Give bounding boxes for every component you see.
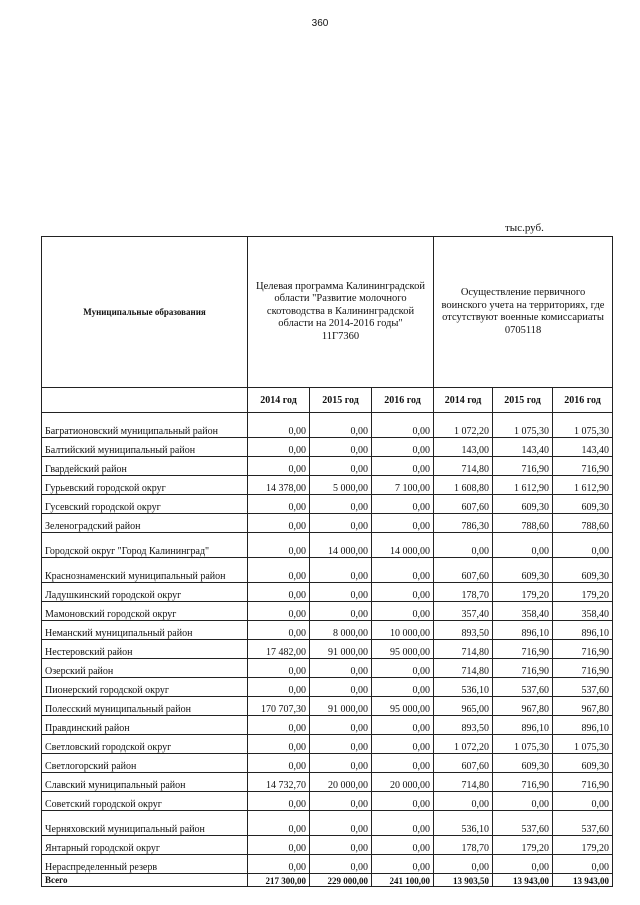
header-program-2 — [434, 237, 613, 388]
value-cell: 0,00 — [434, 855, 493, 874]
value-cell: 537,60 — [553, 678, 613, 697]
value-cell: 893,50 — [434, 621, 493, 640]
value-cell: 716,90 — [553, 457, 613, 476]
table-row — [42, 697, 613, 716]
municipality-name: Правдинский район — [42, 716, 248, 735]
value-cell: 0,00 — [248, 457, 310, 476]
municipality-name: Светловский городской округ — [42, 735, 248, 754]
table-row — [42, 495, 613, 514]
municipality-name: Мамоновский городской округ — [42, 602, 248, 621]
value-cell: 537,60 — [493, 678, 553, 697]
value-cell: 609,30 — [493, 754, 553, 773]
value-cell: 0,00 — [310, 792, 372, 811]
year-header: 2016 год — [372, 388, 434, 413]
value-cell: 0,00 — [248, 792, 310, 811]
table-row — [42, 533, 613, 558]
value-cell: 714,80 — [434, 457, 493, 476]
value-cell: 95 000,00 — [372, 640, 434, 659]
municipality-name: Неманский муниципальный район — [42, 621, 248, 640]
value-cell: 714,80 — [434, 640, 493, 659]
year-header: 2015 год — [493, 388, 553, 413]
value-cell: 14 378,00 — [248, 476, 310, 495]
value-cell: 0,00 — [310, 754, 372, 773]
value-cell: 17 482,00 — [248, 640, 310, 659]
value-cell: 536,10 — [434, 811, 493, 836]
value-cell: 0,00 — [372, 716, 434, 735]
table-row — [42, 811, 613, 836]
value-cell: 14 000,00 — [372, 533, 434, 558]
municipality-name: Черняховский муниципальный район — [42, 811, 248, 836]
value-cell: 95 000,00 — [372, 697, 434, 716]
value-cell: 0,00 — [372, 678, 434, 697]
table-row — [42, 792, 613, 811]
value-cell: 20 000,00 — [372, 773, 434, 792]
value-cell: 0,00 — [248, 558, 310, 583]
value-cell: 0,00 — [310, 558, 372, 583]
value-cell: 609,30 — [553, 754, 613, 773]
value-cell: 607,60 — [434, 495, 493, 514]
municipality-name: Городской округ "Город Калининград" — [42, 533, 248, 558]
value-cell: 788,60 — [493, 514, 553, 533]
value-cell: 0,00 — [310, 735, 372, 754]
program-1-title: Целевая программа Калининградской области "Развитие молочного скотоводства в Калининградской области на 2014-2016 годы" — [256, 280, 425, 330]
value-cell: 714,80 — [434, 659, 493, 678]
value-cell: 0,00 — [372, 558, 434, 583]
value-cell: 10 000,00 — [372, 621, 434, 640]
value-cell: 893,50 — [434, 716, 493, 735]
value-cell: 13 943,00 — [493, 874, 553, 887]
value-cell: 0,00 — [493, 855, 553, 874]
table-row — [42, 754, 613, 773]
value-cell: 0,00 — [248, 735, 310, 754]
value-cell: 0,00 — [310, 855, 372, 874]
municipality-name: Янтарный городской округ — [42, 836, 248, 855]
value-cell: 0,00 — [248, 583, 310, 602]
value-cell: 0,00 — [372, 754, 434, 773]
value-cell: 179,20 — [553, 583, 613, 602]
value-cell: 896,10 — [553, 716, 613, 735]
value-cell: 0,00 — [372, 457, 434, 476]
program-2-code: 0705118 — [504, 324, 542, 336]
value-cell: 609,30 — [493, 558, 553, 583]
value-cell: 0,00 — [310, 836, 372, 855]
municipality-name: Багратионовский муниципальный район — [42, 413, 248, 438]
value-cell: 0,00 — [372, 514, 434, 533]
table-row — [42, 678, 613, 697]
municipality-name: Ладушкинский городской округ — [42, 583, 248, 602]
municipality-name: Пионерский городской округ — [42, 678, 248, 697]
municipality-name: Гусевский городской округ — [42, 495, 248, 514]
value-cell: 536,10 — [434, 678, 493, 697]
value-cell: 716,90 — [493, 457, 553, 476]
value-cell: 0,00 — [248, 514, 310, 533]
value-cell: 0,00 — [248, 495, 310, 514]
value-cell: 179,20 — [493, 836, 553, 855]
value-cell: 229 000,00 — [310, 874, 372, 887]
value-cell: 179,20 — [493, 583, 553, 602]
table-row — [42, 602, 613, 621]
value-cell: 0,00 — [372, 792, 434, 811]
value-cell: 0,00 — [248, 602, 310, 621]
municipality-name: Полесский муниципальный район — [42, 697, 248, 716]
table-row — [42, 773, 613, 792]
municipality-name: Советский городской округ — [42, 792, 248, 811]
value-cell: 8 000,00 — [310, 621, 372, 640]
value-cell: 143,40 — [493, 438, 553, 457]
value-cell: 607,60 — [434, 558, 493, 583]
value-cell: 0,00 — [248, 855, 310, 874]
value-cell: 714,80 — [434, 773, 493, 792]
value-cell: 357,40 — [434, 602, 493, 621]
value-cell: 716,90 — [553, 773, 613, 792]
municipality-name: Славский муниципальный район — [42, 773, 248, 792]
years-row — [42, 388, 613, 413]
value-cell: 91 000,00 — [310, 697, 372, 716]
value-cell: 0,00 — [493, 792, 553, 811]
value-cell: 13 943,00 — [553, 874, 613, 887]
value-cell: 1 075,30 — [553, 413, 613, 438]
value-cell: 609,30 — [553, 495, 613, 514]
value-cell: 965,00 — [434, 697, 493, 716]
header-municipality: Муниципальные образования — [42, 237, 248, 388]
value-cell: 170 707,30 — [248, 697, 310, 716]
value-cell: 0,00 — [434, 533, 493, 558]
value-cell: 896,10 — [493, 716, 553, 735]
value-cell: 0,00 — [372, 811, 434, 836]
year-header: 2016 год — [553, 388, 613, 413]
table-row — [42, 874, 613, 887]
value-cell: 896,10 — [493, 621, 553, 640]
municipality-name: Светлогорский район — [42, 754, 248, 773]
table-row — [42, 558, 613, 583]
municipality-name: Краснознаменский муниципальный район — [42, 558, 248, 583]
program-2-title: Осуществление первичного воинского учета на территориях, где отсутствуют военные комиссариаты — [441, 287, 605, 323]
table-row — [42, 836, 613, 855]
value-cell: 358,40 — [493, 602, 553, 621]
value-cell: 0,00 — [372, 602, 434, 621]
value-cell: 5 000,00 — [310, 476, 372, 495]
units-label: тыс.руб. — [505, 222, 544, 234]
table-row — [42, 659, 613, 678]
budget-table — [41, 236, 613, 887]
value-cell: 0,00 — [372, 855, 434, 874]
value-cell: 0,00 — [248, 716, 310, 735]
value-cell: 609,30 — [493, 495, 553, 514]
year-header: 2015 год — [310, 388, 372, 413]
year-blank — [42, 388, 248, 413]
value-cell: 1 072,20 — [434, 735, 493, 754]
municipality-name: Нераспределенный резерв — [42, 855, 248, 874]
value-cell: 788,60 — [553, 514, 613, 533]
value-cell: 0,00 — [372, 495, 434, 514]
value-cell: 0,00 — [248, 533, 310, 558]
value-cell: 217 300,00 — [248, 874, 310, 887]
value-cell: 0,00 — [434, 792, 493, 811]
value-cell: 0,00 — [372, 438, 434, 457]
value-cell: 607,60 — [434, 754, 493, 773]
value-cell: 7 100,00 — [372, 476, 434, 495]
value-cell: 0,00 — [372, 659, 434, 678]
value-cell: 0,00 — [248, 413, 310, 438]
table-row — [42, 855, 613, 874]
value-cell: 1 072,20 — [434, 413, 493, 438]
table-row — [42, 716, 613, 735]
value-cell: 1 612,90 — [553, 476, 613, 495]
municipality-name: Всего — [42, 874, 248, 887]
value-cell: 0,00 — [553, 792, 613, 811]
value-cell: 0,00 — [372, 413, 434, 438]
value-cell: 0,00 — [310, 457, 372, 476]
value-cell: 896,10 — [553, 621, 613, 640]
table-row — [42, 413, 613, 438]
table-row — [42, 457, 613, 476]
value-cell: 0,00 — [493, 533, 553, 558]
value-cell: 0,00 — [310, 659, 372, 678]
value-cell: 0,00 — [310, 583, 372, 602]
value-cell: 143,40 — [553, 438, 613, 457]
value-cell: 0,00 — [310, 716, 372, 735]
value-cell: 0,00 — [310, 678, 372, 697]
value-cell: 786,30 — [434, 514, 493, 533]
value-cell: 91 000,00 — [310, 640, 372, 659]
table-row — [42, 476, 613, 495]
value-cell: 0,00 — [248, 678, 310, 697]
value-cell: 1 075,30 — [493, 413, 553, 438]
value-cell: 0,00 — [248, 811, 310, 836]
value-cell: 0,00 — [310, 495, 372, 514]
value-cell: 179,20 — [553, 836, 613, 855]
value-cell: 0,00 — [310, 602, 372, 621]
municipality-name: Зеленоградский район — [42, 514, 248, 533]
value-cell: 0,00 — [553, 855, 613, 874]
value-cell: 609,30 — [553, 558, 613, 583]
value-cell: 716,90 — [493, 640, 553, 659]
value-cell: 14 000,00 — [310, 533, 372, 558]
value-cell: 537,60 — [493, 811, 553, 836]
value-cell: 0,00 — [248, 836, 310, 855]
municipality-name: Гурьевский городской округ — [42, 476, 248, 495]
value-cell: 178,70 — [434, 583, 493, 602]
table-row — [42, 438, 613, 457]
year-header: 2014 год — [248, 388, 310, 413]
municipality-name: Нестеровский район — [42, 640, 248, 659]
value-cell: 0,00 — [310, 514, 372, 533]
header-program-1 — [248, 237, 434, 388]
value-cell: 13 903,50 — [434, 874, 493, 887]
value-cell: 967,80 — [493, 697, 553, 716]
value-cell: 0,00 — [310, 811, 372, 836]
value-cell: 358,40 — [553, 602, 613, 621]
value-cell: 178,70 — [434, 836, 493, 855]
value-cell: 716,90 — [553, 659, 613, 678]
table-row — [42, 514, 613, 533]
value-cell: 0,00 — [248, 621, 310, 640]
value-cell: 1 075,30 — [493, 735, 553, 754]
value-cell: 0,00 — [310, 438, 372, 457]
value-cell: 1 608,80 — [434, 476, 493, 495]
value-cell: 967,80 — [553, 697, 613, 716]
program-1-code: 11Г7360 — [321, 330, 360, 342]
municipality-name: Гвардейский район — [42, 457, 248, 476]
value-cell: 1 075,30 — [553, 735, 613, 754]
table-row — [42, 583, 613, 602]
table-row — [42, 735, 613, 754]
municipality-name: Балтийский муниципальный район — [42, 438, 248, 457]
value-cell: 0,00 — [310, 413, 372, 438]
page-number: 360 — [311, 18, 329, 29]
value-cell: 0,00 — [372, 735, 434, 754]
value-cell: 0,00 — [248, 438, 310, 457]
table-row — [42, 621, 613, 640]
value-cell: 20 000,00 — [310, 773, 372, 792]
table-row — [42, 640, 613, 659]
value-cell: 716,90 — [493, 773, 553, 792]
municipality-name: Озерский район — [42, 659, 248, 678]
value-cell: 0,00 — [248, 754, 310, 773]
value-cell: 0,00 — [248, 659, 310, 678]
year-header: 2014 год — [434, 388, 493, 413]
value-cell: 716,90 — [493, 659, 553, 678]
value-cell: 0,00 — [372, 836, 434, 855]
value-cell: 716,90 — [553, 640, 613, 659]
value-cell: 143,00 — [434, 438, 493, 457]
value-cell: 0,00 — [553, 533, 613, 558]
value-cell: 537,60 — [553, 811, 613, 836]
value-cell: 1 612,90 — [493, 476, 553, 495]
value-cell: 241 100,00 — [372, 874, 434, 887]
value-cell: 14 732,70 — [248, 773, 310, 792]
value-cell: 0,00 — [372, 583, 434, 602]
